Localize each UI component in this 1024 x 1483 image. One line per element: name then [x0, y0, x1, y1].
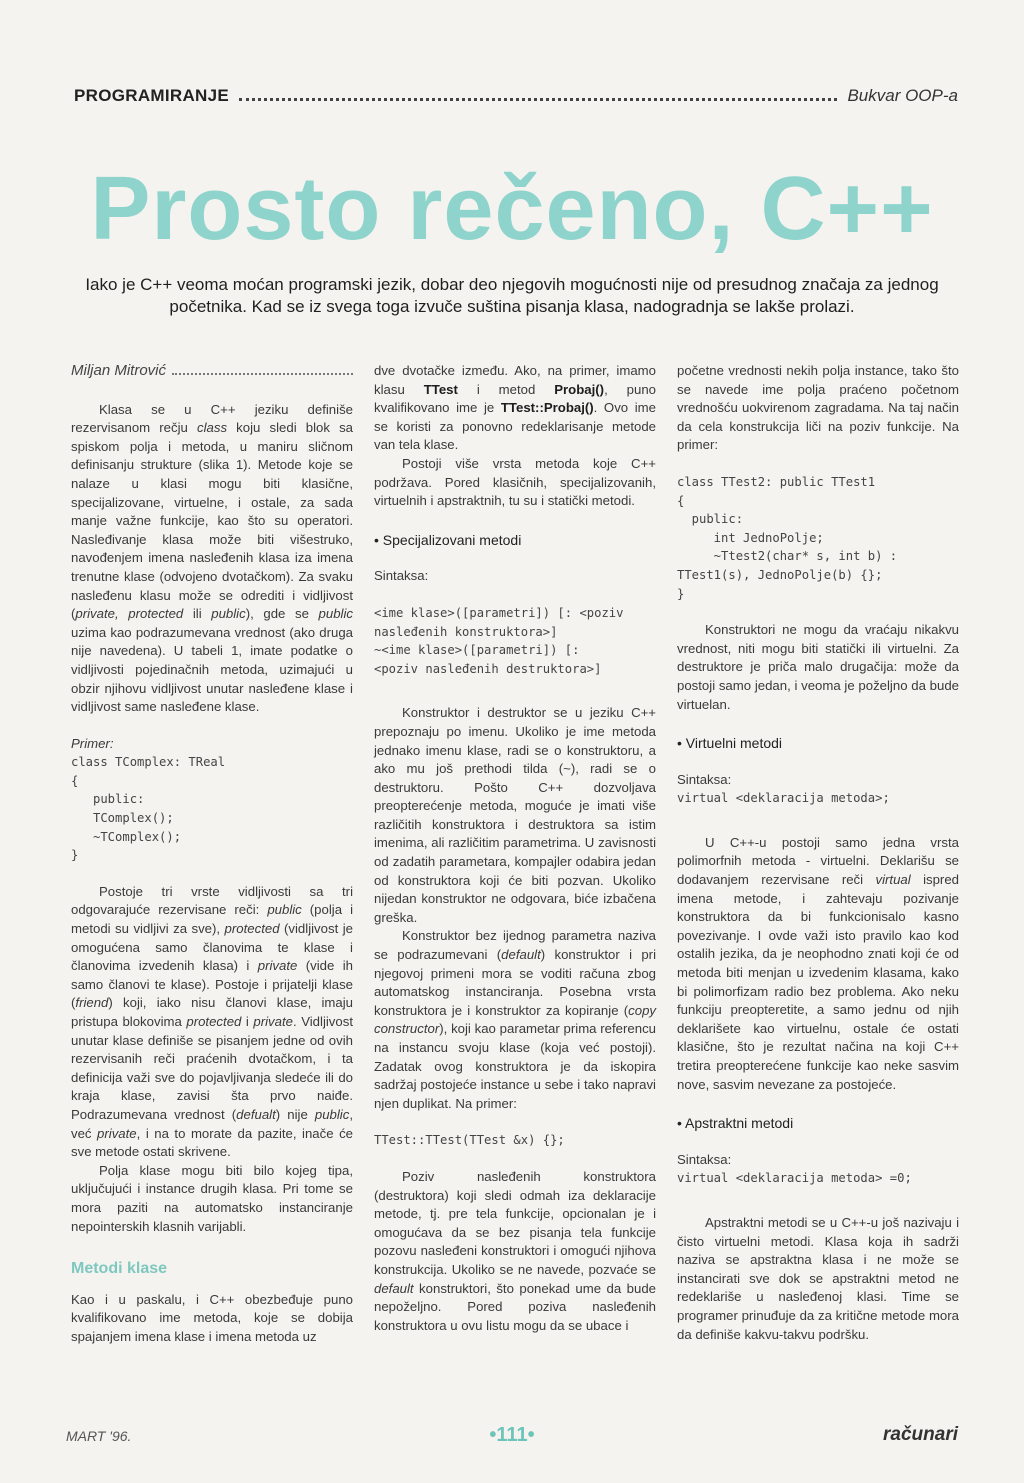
- code-block: virtual <deklaracija metoda>;: [677, 791, 890, 806]
- example-label: Primer:: [71, 735, 114, 751]
- bullet-heading: • Apstraktni metodi: [677, 1115, 794, 1132]
- paragraph: početne vrednosti nekih polja instance, tako što se navede ime polja praćeno početnom vrednošću uokvirenom zagradama. Na taj način da cela konstrukcija liči na poziv funkcije. Na primer:: [677, 363, 959, 453]
- syntax-label: Sintaksa:: [677, 1151, 732, 1167]
- series-label: Bukvar OOP-a: [847, 86, 958, 105]
- paragraph: Poziv nasleđenih konstruktora (destruktora) koji sledi odmah iza deklaracije metode, tj. pre tela funkcije, opcionalan je i omogućava da se bez pisanja tela funkcije pozovu nasleđeni konstruktori i omogući njihova konstrukcija. Ukoliko se ne navede, pozvaće se default konstruktori, što ponekad ume da bude nepoželjno. Pored poziva nasleđenih konstruktora u ovu listu mogu da se ubace i: [374, 1168, 656, 1333]
- paragraph: Konstruktor i destruktor se u jeziku C++ prepoznaju po imenu. Ukoliko je ime metoda jednako imenu klase, radi se o konstruktoru, a ako mu još prethodi tilda (~), radi se o destruktoru. Pošto C++ dozvoljava preopterećenje metoda, moguće je imati više različitih konstruktora i destruktora sa istim imenima, ali različitim parametrima. U zavisnosti od zadatih parametara, kompajler odabira jedan od konstruktora koji će biti pozvan. Ukoliko nijedan konstruktor ne odgovara, biće izbačena greška.: [374, 705, 656, 925]
- paragraph: Konstruktor bez ijednog parametra naziva se podrazumevani (default) konstruktor i pri njegovoj primeni mora se voditi računa zbog automatskog instanciranja. Posebna vrsta konstruktora je i konstruktor za kopiranje (copy constructor), koji kao parametar prima referencu na instancu svoju klase (koja već postoji). Zadatak ovog konstruktora je da iskopira sadržaj postojeće instance u sebe i tako napravi njen duplikat. Na primer:: [374, 928, 656, 1111]
- bullet-heading: • Virtuelni metodi: [677, 735, 783, 752]
- section-label: PROGRAMIRANJE: [74, 86, 230, 105]
- code-block: virtual <deklaracija metoda> =0;: [677, 1171, 912, 1186]
- paragraph: Kao i u paskalu, i C++ obezbeđuje puno kvalifikovano ime metoda, koje se dobija spajanjem imena klase i imena metoda uz: [71, 1291, 353, 1344]
- author-dotted-leader: [172, 373, 353, 375]
- page-number: •111•: [489, 1424, 535, 1446]
- bullet-heading: • Specijalizovani metodi: [374, 531, 522, 548]
- syntax-label: Sintaksa:: [677, 771, 732, 787]
- code-block: TTest::TTest(TTest &x) {};: [374, 1133, 565, 1148]
- code-block: class TTest2: public TTest1 { public: int JednoPolje; ~Ttest2(char* s, int b) : TTest1(s), JednoPolje(b) {}; }: [677, 474, 898, 601]
- magazine-name: računari: [883, 1424, 958, 1445]
- header-dotted-leader: [239, 98, 837, 101]
- column-2: [374, 362, 656, 1335]
- paragraph: Konstruktori ne mogu da vraćaju nikakvu vrednost, niti mogu biti statički ili virtuelni. Za destruktore je priča malo drugačija: može da postoji samo jedan, i veoma je poželjno da bude virtuelan.: [677, 622, 959, 712]
- paragraph: Klasa se u C++ jeziku definiše rezervisanom rečju class koju sledi blok sa spiskom polja i metoda, u maniru sličnom definisanju strukture (slika 1). Metode koje se nalaze u klasi mogu biti klasične, specijalizovane, virtuelne, i ostale, za sada manje važne funkcije, kao što su operatori. Nasleđivanje klasa može biti višestruko, navođenjem imena nasleđenih klasa iza imena trenutne klase (odvojeno dvotačkom). Za svaku nasleđenu klasu može se odrediti i vidljivost (private, protected ili public), gde se public uzima kao podrazumevana vrednost (ako druga nije navedena). U tabeli 1, imate podatke o vidljivosti pojedinačnih metoda, uzimajući u obzir njihovu vidljivost unutar nasleđene klase i vidljivost same nasleđene klase.: [71, 401, 354, 715]
- paragraph: U C++-u postoji samo jedna vrsta polimorfnih metoda - virtuelni. Deklarišu se dodavanjem rezervisane reči virtual ispred imena metode, i zahtevaju pozivanje konstruktora da bi funkcionisalo kasno povezivanje. I ovde važi isto pravilo kao kod ostalih jezika, da je neophodno znati koji će od metoda biti menjan u izvedenim klasama, kako bi polimorfizam radio bez problema. Ako neku funkciju preopteretite, a samo jednu od njih deklarišete kao virtuelnu, ostale će ostati klasične, što je rezultat načina na koji C++ tretira preopterećene funkcije kao neke sasvim nove, sasvim nevezane za postojeće.: [677, 834, 959, 1092]
- paragraph: Postoji više vrsta metoda koje C++ podržava. Pored klasičnih, specijalizovanih, virtuelnih i apstraktnih, tu su i statički metodi.: [374, 455, 656, 509]
- page-header: [74, 86, 958, 112]
- syntax-label: Sintaksa:: [374, 568, 429, 584]
- code-block: <ime klase>([parametri]) [: <poziv nasleđenih konstruktora>] ~<ime klase>([parametri]) [: <poziv nasleđenih destruktora>]: [374, 605, 624, 676]
- paragraph: dve dvotačke između. Ako, na primer, imamo klasu TTest i metod Probaj(), puno kvalifikovano ime je TTest::Probaj(). Ovo ime se koristi za ponovno redeklarisanje metode van tela klase.: [374, 363, 656, 453]
- code-block: class TComplex: TReal { public: TComplex(); ~TComplex(); }: [71, 755, 226, 863]
- issue-date: MART '96.: [66, 1428, 132, 1444]
- column-1: [71, 362, 353, 1347]
- author-name: Miljan Mitrović: [71, 362, 167, 379]
- paragraph: Polja klase mogu biti bilo kojeg tipa, uključujući i instance drugih klasa. Pri tome se mora paziti na automatsko instanciranje nepointerskih klasnih varijabli.: [71, 1162, 353, 1234]
- article-title: Prosto rečeno, C++: [90, 159, 934, 259]
- author-line: [71, 362, 353, 381]
- paragraph: Postoje tri vrste vidljivosti sa tri odgovarajuće rezervisane reči: public (polja i metodi su vidljivi za sve), protected (vidljivost je omogućena samo članovima te klase i članovima izvedenih klasa) i private (vide ih samo članovi te klase). Postoje i prijatelji klase (friend) koji, iako nisu članovi klase, imaju pristupa blokovima protected i private. Vidljivost unutar klase definiše se pisanjem jedne od ovih rezervisanih reči praćenih dvotačkom, i ta definicija važi sve do pojavljivanja sledeće ili do kraja klase, zavisi šta prvo naiđe. Podrazumevana vrednost (defualt) nije public, već private, i na to morate da pazite, inače će sve metode ostati skrivene.: [71, 883, 354, 1160]
- article-lead: Iako je C++ veoma moćan programski jezik, dobar deo njegovih mogućnosti nije od presudnog značaja za jednog početnika. Kad se iz svega toga izvuče suština pisanja klasa, nadogradnja se lakše prolazi.: [85, 275, 939, 316]
- column-3: [677, 362, 959, 1344]
- subheading: Metodi klase: [71, 1260, 168, 1278]
- paragraph: Apstraktni metodi se u C++-u još nazivaju i čisto virtuelni metodi. Klasa koja ih sadrži naziva se apstraktna klasa i ne može se instancirati sve dok se apstraktni metod ne redeklariše u nasleđenoj klasi. Time se programer prinuđuje da za kritične metode mora da definiše kakvu-takvu podršku.: [677, 1214, 959, 1342]
